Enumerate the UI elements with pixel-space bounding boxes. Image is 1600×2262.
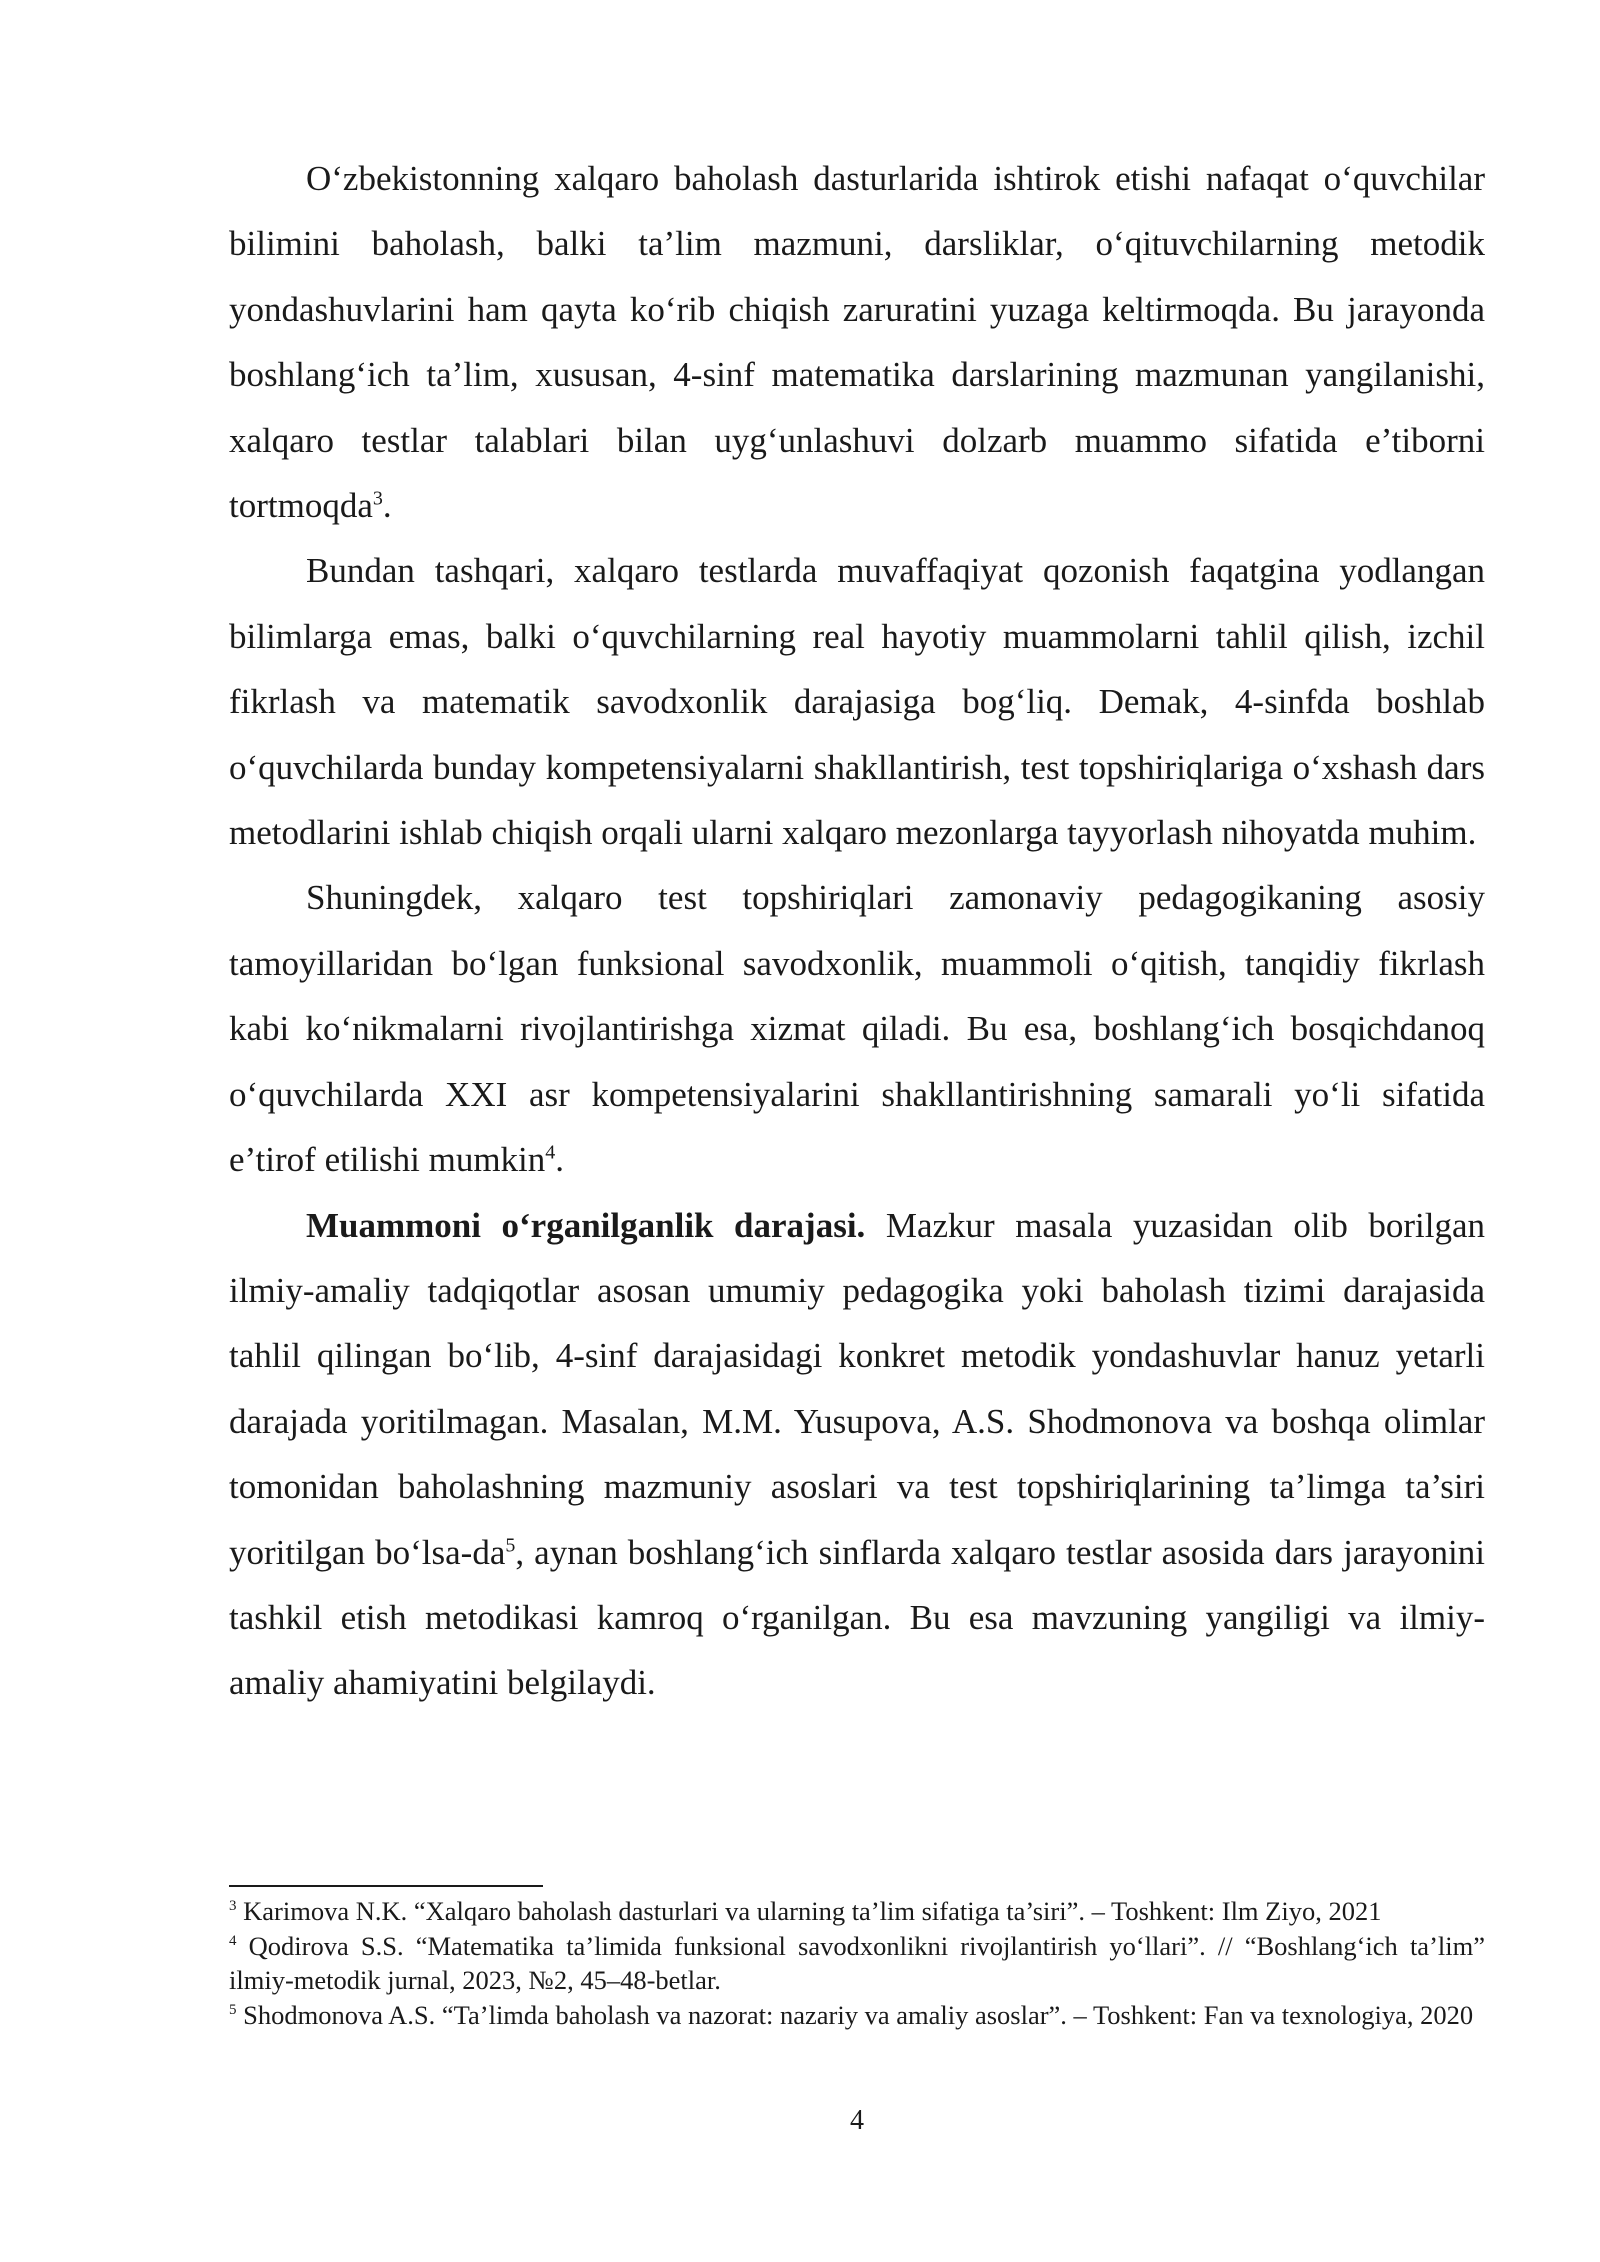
- paragraph-1-end: .: [382, 486, 392, 526]
- paragraph-4-text-after: , aynan boshlang‘ich sinflarda xalqaro testlar asosida dars jarayonini tashkil etish metodikasi kamroq o‘rganilgan. Bu esa mavzuning yangiligi va ilmiy-amaliy ahamiyatini belgilaydi.: [229, 1532, 1485, 1703]
- footnote-3: [229, 1894, 1485, 1929]
- paragraph-1-text: O‘zbekistonning xalqaro baholash dasturlarida ishtirok etishi nafaqat o‘quvchilar bilimini baholash, balki ta’lim mazmuni, darsliklar, o‘qituvchilarning metodik yondashuvlarini ham qayta ko‘rib chiqish zaruratini yuzaga keltirmoqda. Bu jarayonda boshlang‘ich ta’lim, xususan, 4-sinf matematika darslarining mazmunan yangilanishi, xalqaro testlar talablari bilan uyg‘unlashuvi dolzarb muammo sifatida e’tiborni tortmoqda: [229, 159, 1485, 526]
- page-number: 4: [850, 2105, 864, 2136]
- footnote-5: [229, 1998, 1485, 2033]
- footnote-ref-4[interactable]: 4: [545, 1141, 556, 1164]
- paragraph-3: [229, 865, 1485, 1192]
- footnote-mark: 5: [229, 2001, 237, 2018]
- paragraph-3-end: .: [555, 1140, 565, 1180]
- paragraph-1: [229, 146, 1485, 538]
- footnote-text: Qodirova S.S. “Matematika ta’limida funksional savodxonlikni rivojlantirish yo‘llari”. // “Boshlang‘ich ta’lim” ilmiy-metodik jurnal, 2023, №2, 45–48-betlar.: [229, 1930, 1485, 1995]
- footnote-ref-3[interactable]: 3: [372, 487, 383, 510]
- footnote-text: Shodmonova A.S. “Ta’limda baholash va nazorat: nazariy va amaliy asoslar”. – Toshkent: Fan va texnologiya, 2020: [236, 1999, 1474, 2030]
- paragraph-4-text-before: Mazkur masala yuzasidan olib borilgan ilmiy-amaliy tadqiqotlar asosan umumiy pedagogika yoki baholash tizimi darajasida tahlil qilingan bo‘lib, 4-sinf darajasidagi konkret metodik yondashuvlar hanuz yetarli darajada yoritilmagan. Masalan, M.M. Yusupova, A.S. Shodmonova va boshqa olimlar tomonidan baholashning mazmuniy asoslari va test topshiriqlarining ta’limga ta’siri yoritilgan bo‘lsa-da: [229, 1205, 1485, 1572]
- paragraph-2: [229, 538, 1485, 865]
- footnote-separator: [229, 1885, 543, 1887]
- footnote-mark: 4: [229, 1932, 237, 1949]
- paragraph-2-text: Bundan tashqari, xalqaro testlarda muvaffaqiyat qozonish faqatgina yodlangan bilimlarga emas, balki o‘quvchilarning real hayotiy muammolarni tahlil qilish, izchil fikrlash va matematik savodxonlik darajasiga bog‘liq. Demak, 4-sinfda boshlab o‘quvchilarda bunday kompetensiyalarni shakllantirish, test topshiriqlariga o‘xshash dars metodlarini ishlab chiqish orqali ularni xalqaro mezonlarga tayyorlash nihoyatda muhim.: [229, 551, 1485, 853]
- paragraph-4: [229, 1193, 1485, 1716]
- footnote-ref-5[interactable]: 5: [505, 1533, 516, 1556]
- paragraph-3-text: Shuningdek, xalqaro test topshiriqlari zamonaviy pedagogikaning asosiy tamoyillaridan bo‘lgan funksional savodxonlik, muammoli o‘qitish, tanqidiy fikrlash kabi ko‘nikmalarni rivojlantirishga xizmat qiladi. Bu esa, boshlang‘ich bosqichdanoq o‘quvchilarda XXI asr kompetensiyalarini shakllantirishning samarali yo‘li sifatida e’tirof etilishi mumkin: [229, 878, 1485, 1180]
- footnote-4: [229, 1929, 1485, 1998]
- footnote-mark: 3: [229, 1898, 237, 1915]
- footnotes: [229, 1894, 1485, 2032]
- body-text: [229, 146, 1485, 1716]
- footnote-text: Karimova N.K. “Xalqaro baholash dasturlari va ularning ta’lim sifatiga ta’siri”. – Toshkent: Ilm Ziyo, 2021: [236, 1896, 1382, 1926]
- section-heading: Muammoni o‘rganilganlik darajasi.: [306, 1205, 866, 1245]
